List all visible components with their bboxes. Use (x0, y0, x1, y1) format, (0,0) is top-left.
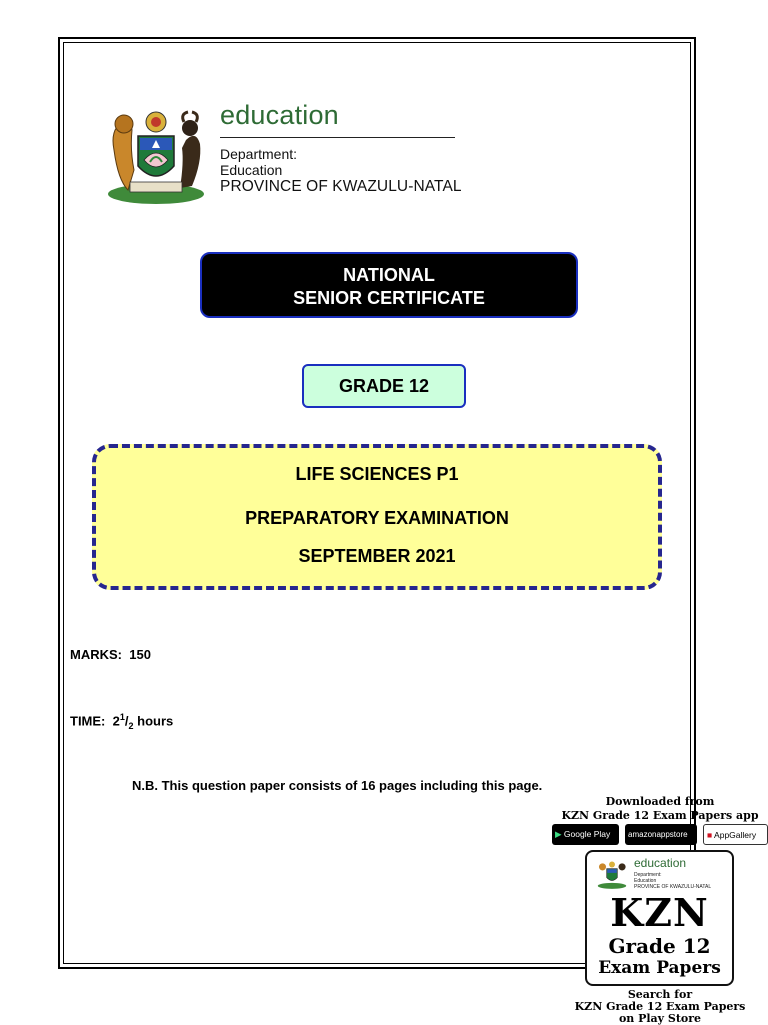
marks-line (70, 647, 151, 662)
exam-date: SEPTEMBER 2021 (298, 546, 456, 566)
province-name: PROVINCE OF KWAZULU-NATAL (220, 178, 462, 195)
time-numerator: 1 (119, 712, 125, 722)
coat-of-arms-icon (100, 100, 212, 208)
time-whole: 2 (112, 713, 120, 729)
grade-badge: GRADE 12 (302, 364, 466, 408)
badge-app-name: KZN Grade 12 Exam Papers app (561, 809, 759, 822)
badge-search-for: Search for (627, 988, 693, 1001)
google-play-icon: ▶ (555, 829, 562, 839)
subject-panel (92, 444, 662, 590)
time-denominator: 2 (128, 720, 134, 731)
appgallery-button[interactable] (703, 824, 768, 845)
time-line: TIME: $2^1/_2$ hours (70, 712, 174, 731)
certificate-line2: SENIOR CERTIFICATE (293, 288, 485, 308)
marks-value: 150 (129, 647, 151, 662)
huawei-icon: ■ (707, 830, 713, 840)
badge-search-name: KZN Grade 12 Exam Papers (574, 1000, 746, 1013)
logo-education-word: education (220, 100, 339, 130)
nb-note: N.B. This question paper consists of 16 pages including this page. (132, 778, 543, 793)
marks-label: MARKS: (70, 647, 122, 662)
card-grade: Grade 12 (608, 934, 711, 958)
google-play-label: Google Play (563, 829, 611, 839)
card-kzn-title: KZN (610, 890, 709, 935)
card-province: PROVINCE OF KWAZULU-NATAL (634, 884, 712, 890)
exam-name: PREPARATORY EXAMINATION (245, 508, 509, 528)
department-label: Department: (220, 146, 298, 162)
download-badge (552, 793, 768, 1024)
badge-downloaded-from: Downloaded from (605, 795, 715, 808)
logo-divider (220, 137, 455, 138)
time-unit: hours (137, 713, 174, 729)
time-label: TIME: (70, 713, 106, 729)
badge-card (585, 850, 734, 986)
department-name: Education (220, 162, 283, 178)
amazon-appstore-button[interactable] (625, 824, 697, 845)
google-play-button[interactable] (552, 824, 619, 845)
certificate-banner (200, 252, 578, 318)
badge-play-store: on Play Store (618, 1012, 702, 1025)
card-education-word: education (634, 856, 687, 870)
subject-title: LIFE SCIENCES P1 (295, 464, 459, 484)
card-crest-icon (595, 858, 629, 890)
card-exam-papers: Exam Papers (598, 958, 721, 978)
card-dept-name: Education (634, 878, 657, 884)
appgallery-label: AppGallery (714, 830, 757, 840)
amazon-appstore-label: amazonappstore (628, 830, 688, 839)
card-dept-label: Department: (634, 872, 662, 878)
certificate-line1: NATIONAL (343, 265, 435, 285)
